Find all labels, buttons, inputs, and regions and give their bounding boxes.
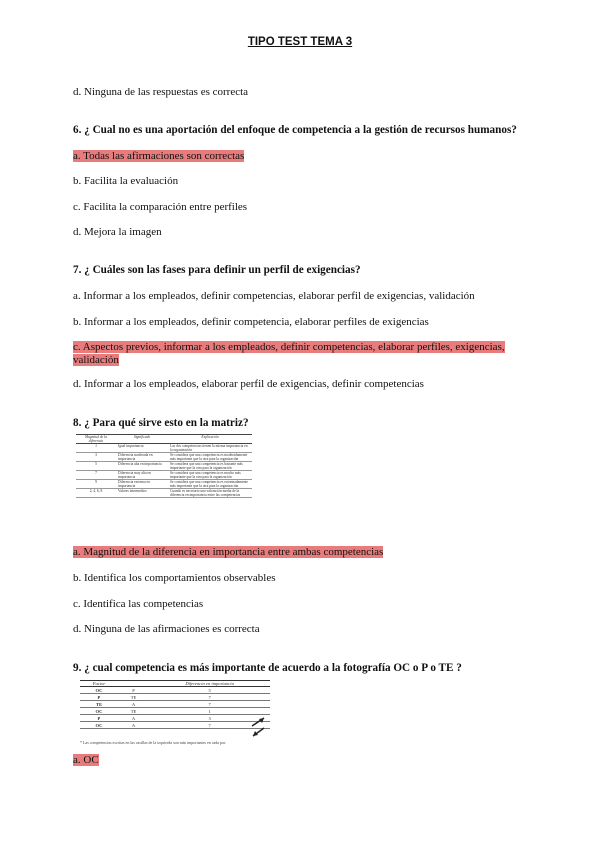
correct-answer-6: a. Todas las afirmaciones son correctas	[73, 150, 245, 162]
table1-cell: Diferencia extrema en importancia	[116, 480, 168, 489]
table1-cell: Diferencia alta en importancia	[116, 462, 168, 471]
question-7: 7. ¿ Cuáles son las fases para definir un perfil de exigencias?	[73, 264, 361, 276]
table1-row	[76, 480, 252, 489]
table2-footnote: * Las competencias escritas en las casillas de la izquierda son más importantes en cada par.	[80, 740, 226, 745]
table2-cell: 5	[149, 687, 270, 694]
table2-cell: TE	[118, 708, 149, 715]
answer-7b: b. Informar a los empleados, definir competencia, elaborar perfiles de exigencias	[73, 316, 429, 328]
table2-row	[80, 694, 270, 701]
table1-cell: Se considera que una competencia es extremadamente más importante que la otra para la organización	[168, 480, 252, 489]
table1-cell: 3	[76, 453, 116, 462]
table1-header: Significado	[116, 435, 168, 444]
table2-header: Factor	[80, 681, 118, 687]
answer-6b: b. Facilita la evaluación	[73, 175, 179, 187]
table2-row	[80, 722, 270, 729]
table1-header: Magnitud de la diferencia	[76, 435, 116, 444]
question-8: 8. ¿ Para qué sirve esto en la matriz?	[73, 417, 249, 429]
table1-row	[76, 462, 252, 471]
table2-cell: TE	[118, 694, 149, 701]
arrows-icon	[248, 716, 268, 738]
table1-cell: Se considera que una competencia es mucho más importante que la otra para la organización	[168, 471, 252, 480]
table1-cell: 2, 4, 6, 8	[76, 489, 116, 498]
correct-answer-8: a. Magnitud de la diferencia en importancia entre ambas competencias	[73, 546, 384, 558]
table2-cell: OC	[80, 708, 118, 715]
table1-cell: Diferencia moderada en importancia	[116, 453, 168, 462]
table1-cell: Cuando es necesario una valoración media de la diferencia en importancia entre las competencias	[168, 489, 252, 498]
table1-row	[76, 471, 252, 480]
table2-cell: 1	[149, 708, 270, 715]
table1-cell: Se considera que una competencia es bastante más importante que la otra para la organización	[168, 462, 252, 471]
table2-cell: P	[118, 687, 149, 694]
table2-cell: 7	[149, 722, 270, 729]
table2-header: Diferencia en importancia	[149, 681, 270, 687]
pairwise-comparison-table	[80, 680, 270, 729]
table1-cell: Igual importancia	[116, 444, 168, 453]
answer-8b: b. Identifica los comportamientos observables	[73, 572, 276, 584]
answer-6c: c. Facilita la comparación entre perfiles	[73, 201, 248, 213]
table2-cell: A	[118, 715, 149, 722]
table1-cell: 9	[76, 480, 116, 489]
table2-cell: P	[80, 715, 118, 722]
question-6: 6. ¿ Cual no es una aportación del enfoque de competencia a la gestión de recursos humanos?	[73, 124, 517, 136]
table2-cell: TE	[80, 701, 118, 708]
table1-header: Explicación	[168, 435, 252, 444]
table1-cell: Las dos competencias tienen la misma importancia en la organización	[168, 444, 252, 453]
answer-6d: d. Mejora la imagen	[73, 226, 162, 238]
table1-row	[76, 453, 252, 462]
answer-8d: d. Ninguna de las afirmaciones es correcta	[73, 623, 260, 635]
table1-cell: Se considera que una competencia es moderadamente más importante que la otra para la organización	[168, 453, 252, 462]
table1-row	[76, 489, 252, 498]
table1-cell: 7	[76, 471, 116, 480]
table2-row	[80, 701, 270, 708]
table2-cell: A	[118, 701, 149, 708]
table2-cell: P	[80, 694, 118, 701]
table2-cell: OC	[80, 722, 118, 729]
table2-row	[80, 715, 270, 722]
table2-cell: OC	[80, 687, 118, 694]
question-9: 9. ¿ cual competencia es más importante de acuerdo a la fotografía OC o P o TE ?	[73, 662, 462, 674]
table1-cell: Valores intermedios	[116, 489, 168, 498]
answer-7a: a. Informar a los empleados, definir competencias, elaborar perfil de exigencias, validación	[73, 290, 475, 302]
correct-answer-7: c. Aspectos previos, informar a los empleados, definir competencias, elaborar perfiles, exigencias, validación	[73, 341, 505, 366]
table1-cell: 5	[76, 462, 116, 471]
importance-scale-table	[76, 434, 252, 498]
table2-cell: A	[118, 722, 149, 729]
table2-cell: 7	[149, 701, 270, 708]
table2-cell: 7	[149, 694, 270, 701]
table1-row	[76, 444, 252, 453]
table2-row	[80, 687, 270, 694]
answer-line: d. Ninguna de las respuestas es correcta	[73, 86, 249, 98]
answer-7d: d. Informar a los empleados, elaborar perfil de exigencias, definir competencias	[73, 378, 424, 390]
table1-cell: 1	[76, 444, 116, 453]
correct-answer-9: a. OC	[73, 754, 99, 766]
table2-cell: 3	[149, 715, 270, 722]
table2-row	[80, 708, 270, 715]
page-title: TIPO TEST TEMA 3	[247, 36, 353, 48]
answer-8c: c. Identifica las competencias	[73, 598, 204, 610]
table1-cell: Diferencia muy alta en importancia	[116, 471, 168, 480]
